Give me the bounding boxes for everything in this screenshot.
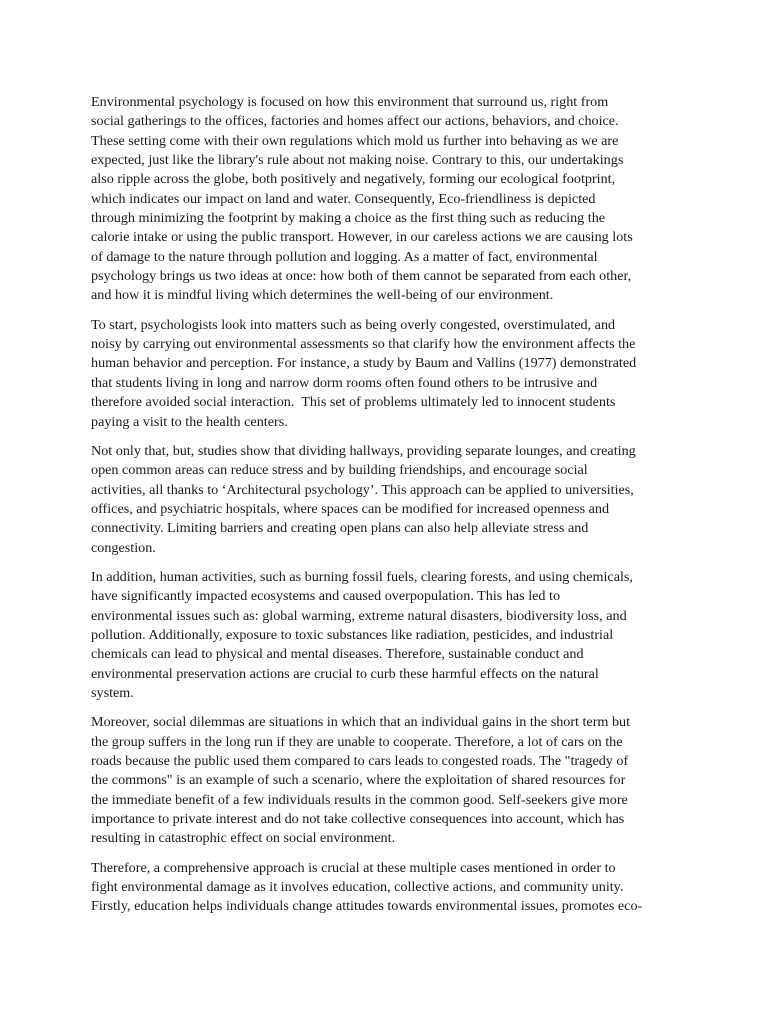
paragraph — [91, 859, 683, 917]
text-line: which indicates our impact on land and water. Consequently, Eco-friendliness is depicted — [91, 190, 596, 207]
paragraph — [91, 93, 683, 306]
text-line: In addition, human activities, such as burning fossil fuels, clearing forests, and using chemicals, — [91, 568, 633, 585]
text-line: Environmental psychology is focused on how this environment that surround us, right from — [91, 94, 609, 110]
text-line: congestion. — [91, 539, 156, 556]
text-line: social gatherings to the offices, factories and homes affect our actions, behaviors, and choice. — [91, 113, 619, 130]
text-line: fight environmental damage as it involves education, collective actions, and community unity. — [91, 879, 624, 896]
text-line: expected, just like the library's rule about not making noise. Contrary to this, our undertakings — [91, 152, 624, 169]
text-line: therefore avoided social interaction. This set of problems ultimately led to innocent students — [91, 394, 616, 411]
paragraph — [91, 316, 683, 432]
text-line: open common areas can reduce stress and by building friendships, and encourage social — [91, 462, 588, 479]
text-line: the group suffers in the long run if they are unable to cooperate. Therefore, a lot of cars on the — [91, 733, 623, 750]
text-line: Not only that, but, studies show that dividing hallways, providing separate lounges, and creating — [91, 442, 636, 459]
text-line: environmental preservation actions are crucial to curb these harmful effects on the natural — [91, 665, 599, 682]
text-line: These setting come with their own regulations which mold us further into behaving as we are — [91, 132, 619, 149]
text-line: connectivity. Limiting barriers and creating open plans can also help alleviate stress and — [91, 520, 589, 537]
document-body — [91, 93, 683, 927]
text-line: chemicals can lead to physical and mental diseases. Therefore, sustainable conduct and — [91, 646, 584, 663]
paragraph — [91, 442, 683, 558]
text-line: calorie intake or using the public transport. However, in our careless actions we are causing lots — [91, 229, 633, 246]
text-line: of damage to the nature through pollution and logging. As a matter of fact, environmental — [91, 248, 598, 265]
text-line: through minimizing the footprint by making a choice as the first thing such as reducing the — [91, 210, 606, 227]
paragraph — [91, 713, 683, 848]
text-line: roads because the public used them compared to cars leads to congested roads. The "tragedy of — [91, 753, 629, 769]
text-line: importance to private interest and do not take collective consequences into account, which has — [91, 811, 625, 828]
text-line: Therefore, a comprehensive approach is crucial at these multiple cases mentioned in order to — [91, 859, 616, 876]
text-line: the commons" is an example of such a scenario, where the exploitation of shared resources for — [91, 772, 626, 789]
text-line: pollution. Additionally, exposure to toxic substances like radiation, pesticides, and industrial — [91, 626, 614, 643]
text-line: Firstly, education helps individuals change attitudes towards environmental issues, promotes eco- — [91, 898, 643, 915]
text-line: environmental issues such as: global warming, extreme natural disasters, biodiversity loss, and — [91, 607, 627, 624]
text-line: psychology brings us two ideas at once: how both of them cannot be separated from each other, — [91, 268, 632, 285]
text-line: paying a visit to the health centers. — [91, 413, 288, 430]
text-line: noisy by carrying out environmental assessments so that clarify how the environment affects the — [91, 336, 636, 353]
text-line: Moreover, social dilemmas are situations in which that an individual gains in the short term but — [91, 714, 631, 731]
text-line: system. — [91, 684, 134, 701]
text-line: offices, and psychiatric hospitals, where spaces can be modified for increased openness and — [91, 500, 610, 517]
text-line: activities, all thanks to ‘Architectural psychology’. This approach can be applied to universities, — [91, 481, 634, 498]
text-line: that students living in long and narrow dorm rooms often found others to be intrusive and — [91, 374, 598, 391]
text-line: and how it is mindful living which determines the well-being of our environment. — [91, 287, 554, 304]
paragraph — [91, 568, 683, 703]
text-line: To start, psychologists look into matters such as being overly congested, overstimulated, and — [91, 316, 616, 333]
text-line: also ripple across the globe, both positively and negatively, forming our ecological footprint, — [91, 171, 616, 188]
text-line: the immediate benefit of a few individuals results in the common good. Self-seekers give more — [91, 791, 628, 808]
text-line: have significantly impacted ecosystems and caused overpopulation. This has led to — [91, 588, 561, 605]
text-line: human behavior and perception. For instance, a study by Baum and Vallins (1977) demonstrated — [91, 355, 637, 372]
text-line: resulting in catastrophic effect on social environment. — [91, 830, 396, 847]
